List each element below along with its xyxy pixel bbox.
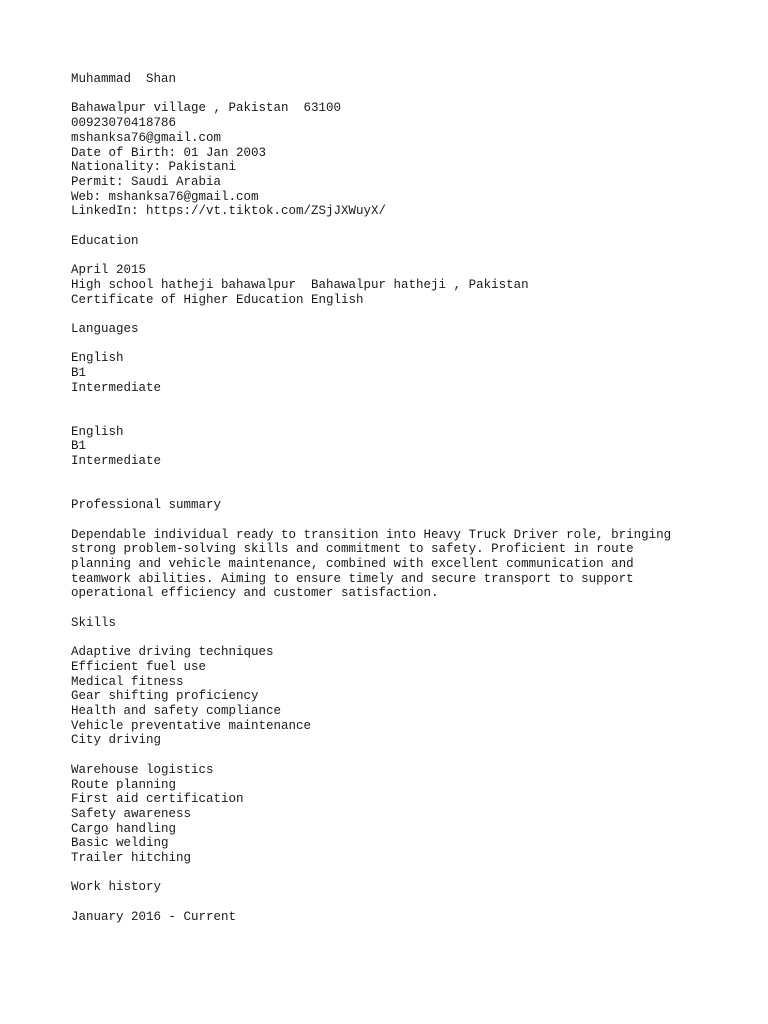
skill-item: Safety awareness: [71, 806, 192, 821]
skill-item: Efficient fuel use: [71, 659, 207, 674]
language-name: English: [71, 351, 124, 366]
skill-item: Health and safety compliance: [71, 704, 282, 719]
web: Web: mshanksa76@gmail.com: [71, 189, 259, 204]
person-name: Muhammad Shan: [71, 72, 177, 86]
skill-item: Cargo handling: [71, 821, 177, 836]
skill-item: Adaptive driving techniques: [71, 645, 274, 660]
summary-line: strong problem-solving skills and commitment to safety. Proficient in route: [71, 542, 634, 557]
date-of-birth: Date of Birth: 01 Jan 2003: [71, 145, 267, 160]
skill-item: City driving: [71, 733, 162, 748]
skill-item: Route planning: [71, 777, 177, 792]
summary-line: planning and vehicle maintenance, combined with excellent communication and: [71, 557, 634, 572]
permit: Permit: Saudi Arabia: [71, 174, 222, 189]
language-label: Intermediate: [71, 454, 162, 469]
phone: 00923070418786: [71, 116, 177, 131]
work-history-heading: Work history: [71, 880, 162, 895]
summary-line: teamwork abilities. Aiming to ensure timely and secure transport to support: [71, 571, 634, 586]
education-date: April 2015: [71, 263, 147, 278]
skill-item: First aid certification: [71, 792, 244, 807]
education-school: High school hatheji bahawalpur Bahawalpur hatheji , Pakistan: [71, 277, 529, 292]
skill-item: Basic welding: [71, 836, 169, 851]
linkedin: LinkedIn: https://vt.tiktok.com/ZSjJXWuyX/: [71, 204, 387, 219]
summary-line: operational efficiency and customer satisfaction.: [71, 586, 439, 601]
address: Bahawalpur village , Pakistan 63100: [71, 101, 342, 116]
skill-item: Warehouse logistics: [71, 762, 214, 777]
work-period: January 2016 - Current: [71, 909, 237, 924]
summary-line: Dependable individual ready to transition into Heavy Truck Driver role, bringing: [71, 527, 672, 542]
languages-heading: Languages: [71, 321, 139, 336]
language-level: B1: [71, 365, 87, 380]
language-level: B1: [71, 439, 87, 454]
resume-document: [71, 72, 731, 925]
skill-item: Medical fitness: [71, 674, 184, 689]
summary-heading: Professional summary: [71, 498, 222, 513]
skill-item: Vehicle preventative maintenance: [71, 718, 312, 733]
language-name: English: [71, 424, 124, 439]
skill-item: Gear shifting proficiency: [71, 689, 259, 704]
email: mshanksa76@gmail.com: [71, 130, 222, 145]
nationality: Nationality: Pakistani: [71, 160, 237, 175]
education-heading: Education: [71, 233, 139, 248]
education-certificate: Certificate of Higher Education English: [71, 292, 364, 307]
skills-heading: Skills: [71, 615, 117, 630]
skill-item: Trailer hitching: [71, 851, 192, 866]
language-label: Intermediate: [71, 380, 162, 395]
